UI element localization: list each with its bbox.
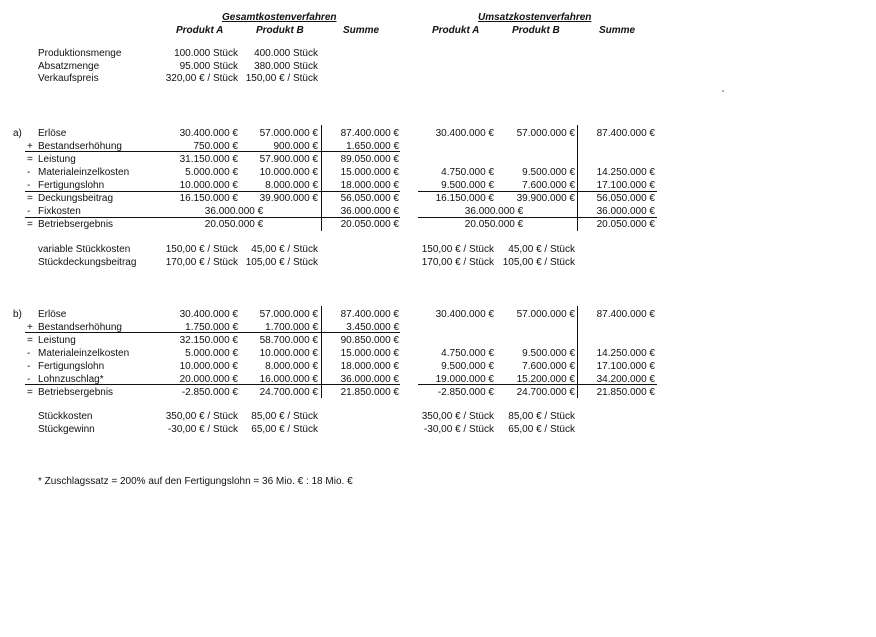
gk-produkt-b-value: 39.900.000 € bbox=[259, 193, 318, 204]
uk-summe-value: 36.000.000 € bbox=[596, 206, 655, 217]
uk-summe-value: 17.100.000 € bbox=[596, 361, 655, 372]
gk-summe-value: 36.000.000 € bbox=[340, 206, 399, 217]
gk-unit-b: 45,00 € / Stück bbox=[251, 244, 318, 255]
gk-unit-a: 150,00 € / Stück bbox=[165, 244, 238, 255]
gk-summe-value: 36.000.000 € bbox=[340, 374, 399, 385]
uk-produkt-a-value: 30.400.000 € bbox=[435, 309, 494, 320]
row-label: Leistung bbox=[38, 154, 76, 165]
gk-produkt-b-value: 1.700.000 € bbox=[265, 322, 318, 333]
gk-summe-value: 15.000.000 € bbox=[340, 167, 399, 178]
section-a-marker: a) bbox=[13, 128, 22, 139]
gk-unit-b: 65,00 € / Stück bbox=[251, 424, 318, 435]
gk-produkt-a-value: 31.150.000 € bbox=[179, 154, 238, 165]
basis-label: Verkaufspreis bbox=[38, 73, 99, 84]
col-header-gk-produkt-a: Produkt A bbox=[176, 25, 224, 36]
rule-line bbox=[25, 384, 400, 385]
gk-summe-value: 3.450.000 € bbox=[346, 322, 399, 333]
gk-produkt-a-value: 10.000.000 € bbox=[179, 361, 238, 372]
uk-unit-b: 85,00 € / Stück bbox=[508, 411, 575, 422]
uk-produkt-b-value: 57.000.000 € bbox=[516, 309, 575, 320]
row-sign: + bbox=[27, 141, 33, 152]
row-label: Materialeinzelkosten bbox=[38, 348, 130, 359]
row-sign: - bbox=[27, 206, 31, 217]
scan-speck bbox=[722, 90, 724, 92]
gk-produkt-b-value: 8.000.000 € bbox=[265, 361, 318, 372]
gk-produkt-b-value: 8.000.000 € bbox=[265, 180, 318, 191]
row-label: Bestandserhöhung bbox=[38, 141, 122, 152]
uk-unit-b: 105,00 € / Stück bbox=[502, 257, 575, 268]
gk-summe-value: 21.850.000 € bbox=[340, 387, 399, 398]
gk-unit-a: 170,00 € / Stück bbox=[165, 257, 238, 268]
gk-summe-value: 18.000.000 € bbox=[340, 180, 399, 191]
uk-summe-value: 14.250.000 € bbox=[596, 167, 655, 178]
col-header-gk-summe: Summe bbox=[343, 25, 380, 36]
unit-label: variable Stückkosten bbox=[38, 244, 131, 255]
uk-unit-b: 45,00 € / Stück bbox=[508, 244, 575, 255]
gk-produkt-b-value: 10.000.000 € bbox=[259, 348, 318, 359]
gk-summe-value: 56.050.000 € bbox=[340, 193, 399, 204]
rule-line bbox=[25, 217, 400, 218]
col-header-uk-produkt-a: Produkt A bbox=[432, 25, 480, 36]
uk-unit-a: -30,00 € / Stück bbox=[423, 424, 494, 435]
row-label: Fertigungslohn bbox=[38, 361, 105, 372]
uk-produkt-b-value: 15.200.000 € bbox=[516, 374, 575, 385]
row-sign: - bbox=[27, 167, 31, 178]
row-sign: + bbox=[27, 322, 33, 333]
row-label: Leistung bbox=[38, 335, 76, 346]
gk-produkt-b-value: 10.000.000 € bbox=[259, 167, 318, 178]
uk-summe-value: 14.250.000 € bbox=[596, 348, 655, 359]
rule-line bbox=[25, 332, 400, 333]
gk-produkt-b-value: 16.000.000 € bbox=[259, 374, 318, 385]
rule-line bbox=[418, 217, 657, 218]
row-label: Bestandserhöhung bbox=[38, 322, 122, 333]
gk-unit-a: 350,00 € / Stück bbox=[165, 411, 238, 422]
rule-line bbox=[25, 151, 400, 152]
basis-value-a: 95.000 Stück bbox=[179, 60, 238, 72]
gk-produkt-a-value: 5.000.000 € bbox=[185, 167, 238, 178]
gk-produkt-a-value: -2.850.000 € bbox=[181, 387, 238, 398]
row-sign: = bbox=[27, 387, 33, 398]
gk-produkt-a-value: 750.000 € bbox=[193, 141, 238, 152]
basis-label: Produktionsmenge bbox=[38, 48, 122, 59]
uk-produkt-b-value: 39.900.000 € bbox=[516, 193, 575, 204]
gk-merged-value: 36.000.000 € bbox=[204, 206, 264, 217]
row-label: Deckungsbeitrag bbox=[38, 193, 114, 204]
row-label: Erlöse bbox=[38, 309, 67, 320]
row-label: Lohnzuschlag* bbox=[38, 374, 104, 385]
row-sign: - bbox=[27, 180, 31, 191]
row-label: Erlöse bbox=[38, 128, 67, 139]
row-sign: = bbox=[27, 335, 33, 346]
uk-produkt-b-value: 9.500.000 € bbox=[522, 348, 575, 359]
row-sign: = bbox=[27, 154, 33, 165]
uk-produkt-a-value: 9.500.000 € bbox=[441, 180, 494, 191]
uk-merged-value: 36.000.000 € bbox=[464, 206, 524, 217]
row-sign: - bbox=[27, 374, 31, 385]
gk-summe-value: 15.000.000 € bbox=[340, 348, 399, 359]
column-divider bbox=[321, 125, 322, 231]
uk-summe-value: 87.400.000 € bbox=[596, 309, 655, 320]
column-divider bbox=[321, 306, 322, 398]
uk-produkt-a-value: 4.750.000 € bbox=[441, 167, 494, 178]
gk-summe-value: 20.050.000 € bbox=[340, 219, 399, 230]
basis-value-a: 100.000 Stück bbox=[174, 48, 238, 59]
gk-produkt-a-value: 30.400.000 € bbox=[179, 128, 238, 139]
uk-produkt-b-value: 57.000.000 € bbox=[516, 128, 575, 139]
uk-produkt-b-value: 9.500.000 € bbox=[522, 167, 575, 178]
uk-produkt-b-value: 7.600.000 € bbox=[522, 361, 575, 372]
gk-summe-value: 1.650.000 € bbox=[346, 141, 399, 152]
gk-produkt-b-value: 57.000.000 € bbox=[259, 309, 318, 320]
col-header-gk-produkt-b: Produkt B bbox=[256, 25, 304, 36]
uk-summe-value: 17.100.000 € bbox=[596, 180, 655, 191]
gk-produkt-b-value: 900.000 € bbox=[273, 141, 318, 152]
uk-unit-a: 170,00 € / Stück bbox=[421, 257, 494, 268]
unit-label: Stückdeckungsbeitrag bbox=[38, 257, 137, 268]
basis-value-b: 150,00 € / Stück bbox=[245, 73, 318, 84]
uk-merged-value: 20.050.000 € bbox=[464, 219, 524, 230]
uk-produkt-a-value: -2.850.000 € bbox=[437, 387, 494, 398]
gk-produkt-a-value: 5.000.000 € bbox=[185, 348, 238, 359]
uk-summe-value: 20.050.000 € bbox=[596, 219, 655, 230]
rule-line bbox=[418, 384, 657, 385]
umsatzkosten-title: Umsatzkostenverfahren bbox=[478, 12, 592, 23]
rule-line bbox=[418, 191, 657, 192]
column-divider bbox=[577, 306, 578, 398]
unit-label: Stückkosten bbox=[38, 411, 93, 422]
row-label: Betriebsergebnis bbox=[38, 219, 114, 230]
rule-line bbox=[25, 191, 400, 192]
gk-unit-b: 85,00 € / Stück bbox=[251, 411, 318, 422]
uk-produkt-b-value: 24.700.000 € bbox=[516, 387, 575, 398]
row-sign: = bbox=[27, 219, 33, 230]
uk-produkt-a-value: 9.500.000 € bbox=[441, 361, 494, 372]
uk-produkt-a-value: 4.750.000 € bbox=[441, 348, 494, 359]
gk-produkt-b-value: 57.900.000 € bbox=[259, 154, 318, 165]
gk-produkt-b-value: 58.700.000 € bbox=[259, 335, 318, 346]
uk-unit-a: 150,00 € / Stück bbox=[421, 244, 494, 255]
basis-value-b: 380.000 Stück bbox=[254, 60, 318, 72]
gk-merged-value: 20.050.000 € bbox=[204, 219, 264, 230]
gesamtkosten-title: Gesamtkostenverfahren bbox=[222, 12, 337, 23]
gk-summe-value: 87.400.000 € bbox=[340, 128, 399, 139]
gk-produkt-a-value: 16.150.000 € bbox=[179, 193, 238, 204]
row-sign: - bbox=[27, 348, 31, 359]
gk-summe-value: 87.400.000 € bbox=[340, 309, 399, 320]
basis-value-a: 320,00 € / Stück bbox=[165, 73, 238, 84]
row-label: Materialeinzelkosten bbox=[38, 167, 130, 178]
uk-unit-b: 65,00 € / Stück bbox=[508, 424, 575, 435]
uk-produkt-a-value: 19.000.000 € bbox=[435, 374, 494, 385]
col-header-uk-produkt-b: Produkt B bbox=[512, 25, 560, 36]
uk-produkt-a-value: 16.150.000 € bbox=[435, 193, 494, 204]
gk-unit-b: 105,00 € / Stück bbox=[245, 257, 318, 268]
gk-produkt-b-value: 57.000.000 € bbox=[259, 128, 318, 139]
row-label: Fixkosten bbox=[38, 206, 81, 217]
gk-summe-value: 89.050.000 € bbox=[340, 154, 399, 165]
section-b-marker: b) bbox=[13, 309, 22, 320]
unit-label: Stückgewinn bbox=[38, 424, 95, 435]
uk-summe-value: 56.050.000 € bbox=[596, 193, 655, 204]
gk-produkt-a-value: 1.750.000 € bbox=[185, 322, 238, 333]
uk-summe-value: 21.850.000 € bbox=[596, 387, 655, 398]
gk-produkt-a-value: 20.000.000 € bbox=[179, 374, 238, 385]
col-header-uk-summe: Summe bbox=[599, 25, 636, 36]
row-label: Betriebsergebnis bbox=[38, 387, 114, 398]
row-sign: = bbox=[27, 193, 33, 204]
footnote: * Zuschlagssatz = 200% auf den Fertigungslohn = 36 Mio. € : 18 Mio. € bbox=[38, 476, 353, 487]
uk-summe-value: 34.200.000 € bbox=[596, 374, 655, 385]
uk-unit-a: 350,00 € / Stück bbox=[421, 411, 494, 422]
gk-produkt-a-value: 30.400.000 € bbox=[179, 309, 238, 320]
basis-label: Absatzmenge bbox=[38, 60, 100, 72]
gk-summe-value: 90.850.000 € bbox=[340, 335, 399, 346]
basis-value-b: 400.000 Stück bbox=[254, 48, 318, 59]
gk-unit-a: -30,00 € / Stück bbox=[167, 424, 238, 435]
gk-summe-value: 18.000.000 € bbox=[340, 361, 399, 372]
row-label: Fertigungslohn bbox=[38, 180, 105, 191]
row-sign: - bbox=[27, 361, 31, 372]
uk-summe-value: 87.400.000 € bbox=[596, 128, 655, 139]
gk-produkt-a-value: 10.000.000 € bbox=[179, 180, 238, 191]
column-divider bbox=[577, 125, 578, 231]
uk-produkt-a-value: 30.400.000 € bbox=[435, 128, 494, 139]
gk-produkt-b-value: 24.700.000 € bbox=[259, 387, 318, 398]
gk-produkt-a-value: 32.150.000 € bbox=[179, 335, 238, 346]
uk-produkt-b-value: 7.600.000 € bbox=[522, 180, 575, 191]
